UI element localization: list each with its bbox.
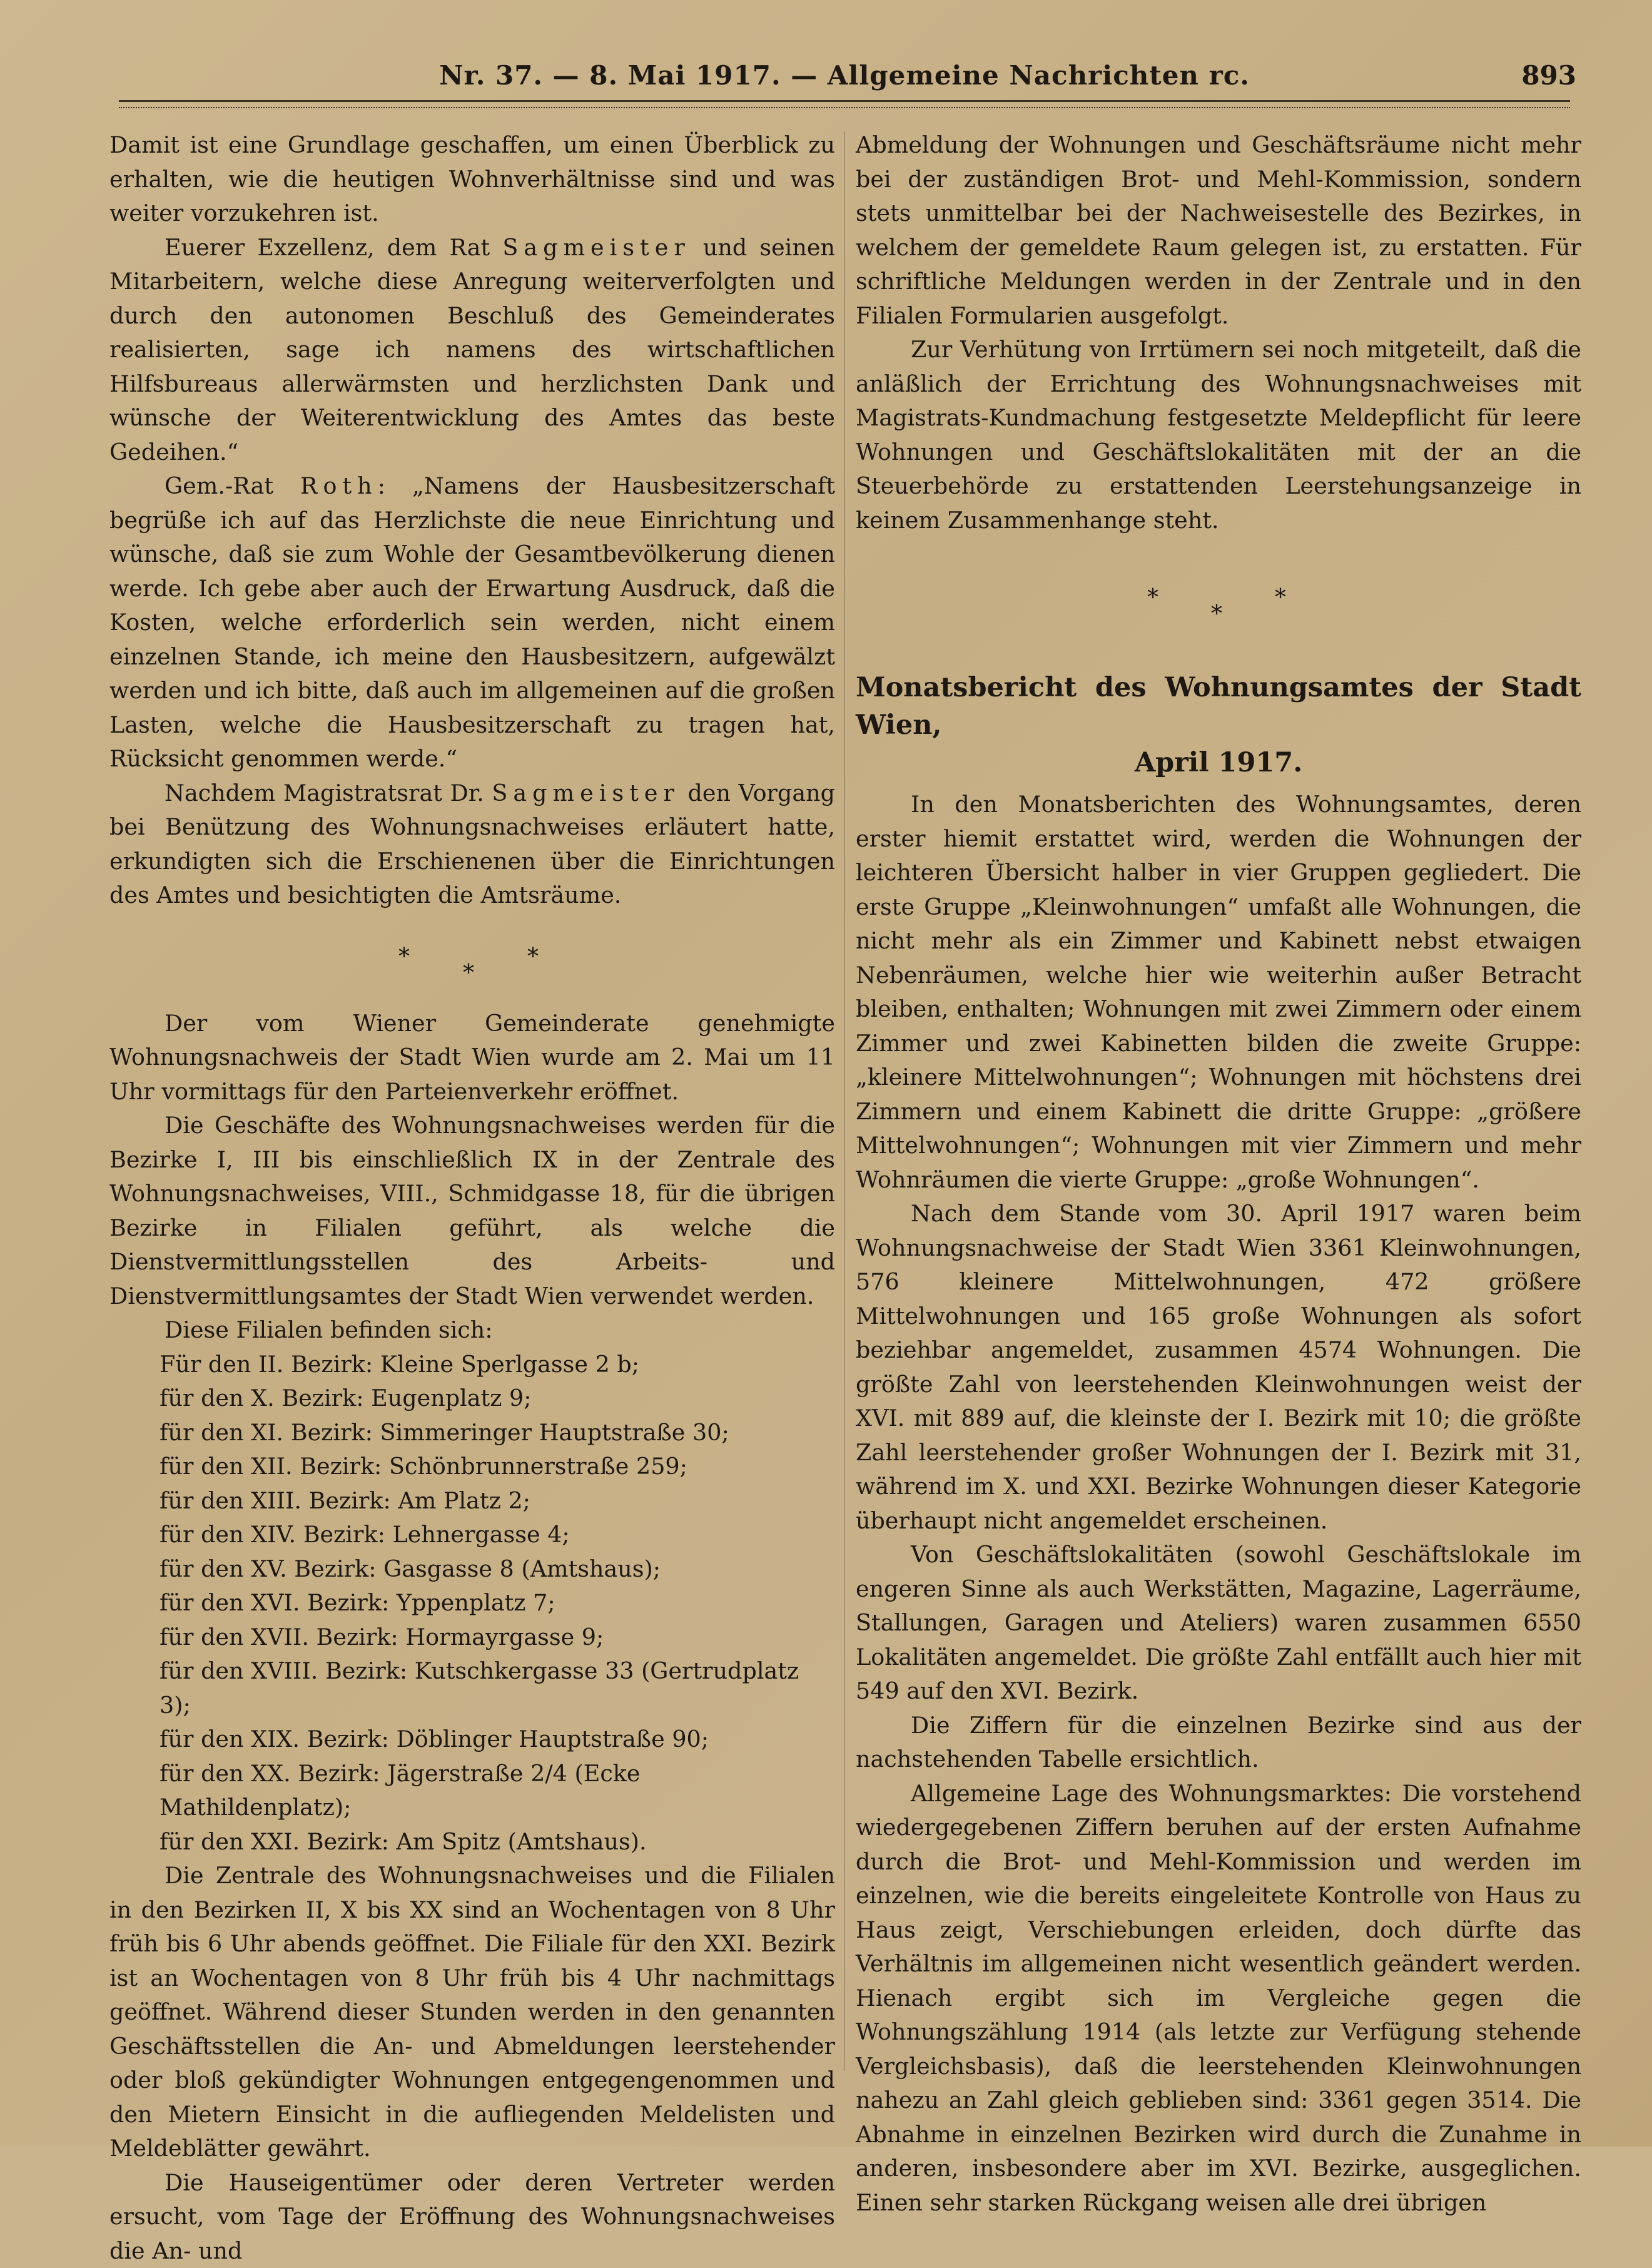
- right-paragraph-5: Von Geschäftslokalitäten (sowohl Geschäftslokale im engeren Sinne als auch Werkstätten, Magazine, Lagerräume, Stallungen, Garagen und Ateliers) waren zusammen 6550 Lokalitäten angemeldet. Die größte Zahl entfällt auch hier mit 549 auf den XVI. Bezirk.: [856, 1538, 1581, 1709]
- text-run: Gem.-Rat: [165, 472, 300, 499]
- list-item: für den XVIII. Bezirk: Kutschkergasse 33 (Gertrudplatz 3);: [160, 1654, 835, 1722]
- report-heading-line-1: Monatsbericht des Wohnungsamtes der Stadt Wien,: [856, 672, 1581, 741]
- list-item: für den XIV. Bezirk: Lehnergasse 4;: [160, 1518, 835, 1552]
- asterisk: *: [1211, 598, 1222, 632]
- left-paragraph-5: Der vom Wiener Gemeinderate genehmigte Wohnungsnachweis der Stadt Wien wurde am 2. Mai um 11 Uhr vormittags für den Parteienverkehr eröffnet.: [109, 1007, 835, 1109]
- right-paragraph-4: Nach dem Stande vom 30. April 1917 waren beim Wohnungsnachweise der Stadt Wien 3361 Kleinwohnungen, 576 kleinere Mittelwohnungen, 472 größere Mittelwohnungen und 165 große Wohnungen als sofort beziehbar angemeldet, zusammen 4574 Wohnungen. Die größte Zahl von leerstehenden Kleinwohnungen weist der XVI. mit 889 auf, die kleinste der I. Bezirk mit 10; die größte Zahl leerstehender großer Wohnungen der I. Bezirk mit 31, während im X. und XXI. Bezirke Wohnungen dieser Kategorie überhaupt nicht angemeldet erscheinen.: [856, 1197, 1581, 1538]
- text-run: Nachdem Magistratsrat Dr.: [165, 780, 492, 806]
- asterisk: *: [1275, 581, 1286, 616]
- section-separator: [856, 575, 1581, 656]
- left-paragraph-6: Die Geschäfte des Wohnungsnachweises werden für die Bezirke I, III bis einschließlich IX in der Zentrale des Wohnungsnachweises, VIII., Schmidgasse 18, für die übrigen Bezirke in Filialen geführt, als welche die Dienstvermittlungsstellen des Arbeits- und Dienstvermittlungsamtes der Stadt Wien verwendet werden.: [109, 1109, 835, 1313]
- left-column: [109, 128, 835, 2268]
- list-item: für den XVII. Bezirk: Hormayrgasse 9;: [160, 1620, 835, 1655]
- column-divider: [844, 131, 845, 2071]
- left-paragraph-7: Diese Filialen befinden sich:: [109, 1313, 835, 1348]
- person-name: Sagmeister: [492, 780, 679, 806]
- person-name: Sagmeister: [502, 234, 690, 261]
- report-heading-line-2: April 1917.: [856, 744, 1581, 781]
- list-item: für den XVI. Bezirk: Yppenplatz 7;: [160, 1586, 835, 1620]
- section-separator: [109, 922, 835, 998]
- list-item: für den XIII. Bezirk: Am Platz 2;: [160, 1484, 835, 1518]
- filialen-list: [109, 1348, 835, 1859]
- left-paragraph-9: Die Hauseigentümer oder deren Vertreter werden ersucht, vom Tage der Eröffnung des Wohnungsnachweises die An- und: [109, 2166, 835, 2268]
- right-paragraph-1: Abmeldung der Wohnungen und Geschäftsräume nicht mehr bei der zuständigen Brot- und Mehl-Kommission, sondern stets unmittelbar bei der Nachweisestelle des Bezirkes, in welchem der gemeldete Raum gelegen ist, zu erstatten. Für schriftliche Meldungen werden in der Zentrale und in den Filialen Formularien ausgefolgt.: [856, 128, 1581, 333]
- text-run: den Vorgang bei Benützung des Wohnungsnachweises erläutert hatte, erkundigten sich die Erschienenen über die Einrichtungen des Amtes und besichtigten die Amtsräume.: [109, 780, 835, 909]
- right-paragraph-7: Allgemeine Lage des Wohnungsmarktes: Die vorstehend wiedergegebenen Ziffern beruhen auf der ersten Aufnahme durch die Brot- und Mehl-Kommission und werden im einzelnen, wie die bereits eingeleitete Kontrolle von Haus zu Haus zeigt, Verschiebungen erleiden, doch dürfte das Verhältnis im allgemeinen nicht wesentlich geändert werden. Hienach ergibt sich im Vergleiche gegen die Wohnungszählung 1914 (als letzte zur Verfügung stehende Vergleichsbasis), daß die leerstehenden Kleinwohnungen nahezu an Zahl gleich geblieben sind: 3361 gegen 3514. Die Abnahme in einzelnen Bezirken wird durch die Zunahme in anderen, insbesondere aber im XVI. Bezirke, ausgeglichen. Einen sehr starken Rückgang weisen alle drei übrigen: [856, 1777, 1581, 2220]
- list-item: Für den II. Bezirk: Kleine Sperlgasse 2 b;: [160, 1348, 835, 1382]
- left-paragraph-2: [109, 231, 835, 470]
- asterisk: *: [463, 957, 474, 991]
- left-paragraph-8: Die Zentrale des Wohnungsnachweises und die Filialen in den Bezirken II, X bis XX sind an Wochentagen von 8 Uhr früh bis 6 Uhr abends geöffnet. Die Filiale für den XXI. Bezirk ist an Wochentagen von 8 Uhr früh bis 4 Uhr nachmittags geöffnet. Während dieser Stunden werden in den genannten Geschäftsstellen die An- und Abmeldungen leerstehender oder bloß gekündigter Wohnungen entgegengenommen und den Mietern Einsicht in die aufliegenden Meldelisten und Meldeblätter gewährt.: [109, 1859, 835, 2166]
- list-item: für den XII. Bezirk: Schönbrunnerstraße 259;: [160, 1450, 835, 1484]
- header-title: Nr. 37. — 8. Mai 1917. — Allgemeine Nachrichten rc.: [113, 60, 1576, 91]
- text-run: Euerer Exzellenz, dem Rat: [165, 234, 502, 261]
- report-heading: [856, 669, 1581, 781]
- list-item: für den X. Bezirk: Eugenplatz 9;: [160, 1381, 835, 1416]
- text-run: : „Namens der Hausbesitzerschaft begrüße ich auf das Herzlichste die neue Einrichtung und wünsche, daß sie zum Wohle der Gesamtbevölkerung dienen werde. Ich gebe aber auch der Erwartung Ausdruck, daß die Kosten, welche erforderlich sein werden, nicht einem einzelnen Stande, ich meine den Hausbesitzern, aufgewälzt werden und ich bitte, daß auch im allgemeinen auf die großen Lasten, welche die Hausbesitzerschaft zu tragen hat, Rücksicht genommen werde.“: [109, 472, 835, 772]
- page-header: [113, 56, 1576, 94]
- right-paragraph-3: In den Monatsberichten des Wohnungsamtes, deren erster hiemit erstattet wird, werden die Wohnungen der leichteren Übersicht halber in vier Gruppen gegliedert. Die erste Gruppe „Kleinwohnungen“ umfaßt alle Wohnungen, die nicht mehr als ein Zimmer und Kabinett nebst etwaigen Nebenräumen, welche hier wie weiterhin außer Betracht bleiben, enthalten; Wohnungen mit zwei Zimmern oder einem Zimmer und zwei Kabinetten bilden die zweite Gruppe: „kleinere Mittelwohnungen“; Wohnungen mit höchstens drei Zimmern und einem Kabinett die dritte Gruppe: „größere Mittelwohnungen“; Wohnungen mit vier Zimmern und mehr Wohnräumen die vierte Gruppe: „große Wohnungen“.: [856, 788, 1581, 1197]
- right-paragraph-2: Zur Verhütung von Irrtümern sei noch mitgeteilt, daß die anläßlich der Errichtung des Wohnungsnachweises mit Magistrats-Kundmachung festgesetzte Meldepflicht für leere Wohnungen und Geschäftslokalitäten mit der an die Steuerbehörde zu erstattenden Leerstehungsanzeige in keinem Zusammenhange steht.: [856, 333, 1581, 537]
- page-number: 893: [1521, 60, 1576, 91]
- left-paragraph-1: Damit ist eine Grundlage geschaffen, um einen Überblick zu erhalten, wie die heutigen Wohnverhältnisse sind und was weiter vorzukehren ist.: [109, 128, 835, 231]
- list-item: für den XXI. Bezirk: Am Spitz (Amtshaus).: [160, 1825, 835, 1859]
- asterisk: *: [1147, 581, 1158, 616]
- header-rule: [119, 100, 1570, 108]
- asterisk: *: [398, 940, 410, 975]
- text-run: und seinen Mitarbeitern, welche diese Anregung weiterverfolgten und durch den autonomen Beschluß des Gemeinderates realisierten, sage ich namens des wirtschaftlichen Hilfsbureaus allerwärmsten und herzlichsten Dank und wünsche der Weiterentwicklung des Amtes das beste Gedeihen.“: [109, 234, 835, 465]
- list-item: für den XV. Bezirk: Gasgasse 8 (Amtshaus);: [160, 1552, 835, 1587]
- right-paragraph-6: Die Ziffern für die einzelnen Bezirke sind aus der nachstehenden Tabelle ersichtlich.: [856, 1709, 1581, 1777]
- list-item: für den XIX. Bezirk: Döblinger Hauptstraße 90;: [160, 1722, 835, 1757]
- list-item: für den XX. Bezirk: Jägerstraße 2/4 (Ecke Mathildenplatz);: [160, 1757, 835, 1825]
- left-paragraph-3: [109, 469, 835, 776]
- asterisk: *: [527, 940, 539, 975]
- person-name: Roth: [300, 472, 378, 499]
- left-paragraph-4: [109, 776, 835, 913]
- right-column: [856, 128, 1581, 2220]
- list-item: für den XI. Bezirk: Simmeringer Hauptstraße 30;: [160, 1416, 835, 1450]
